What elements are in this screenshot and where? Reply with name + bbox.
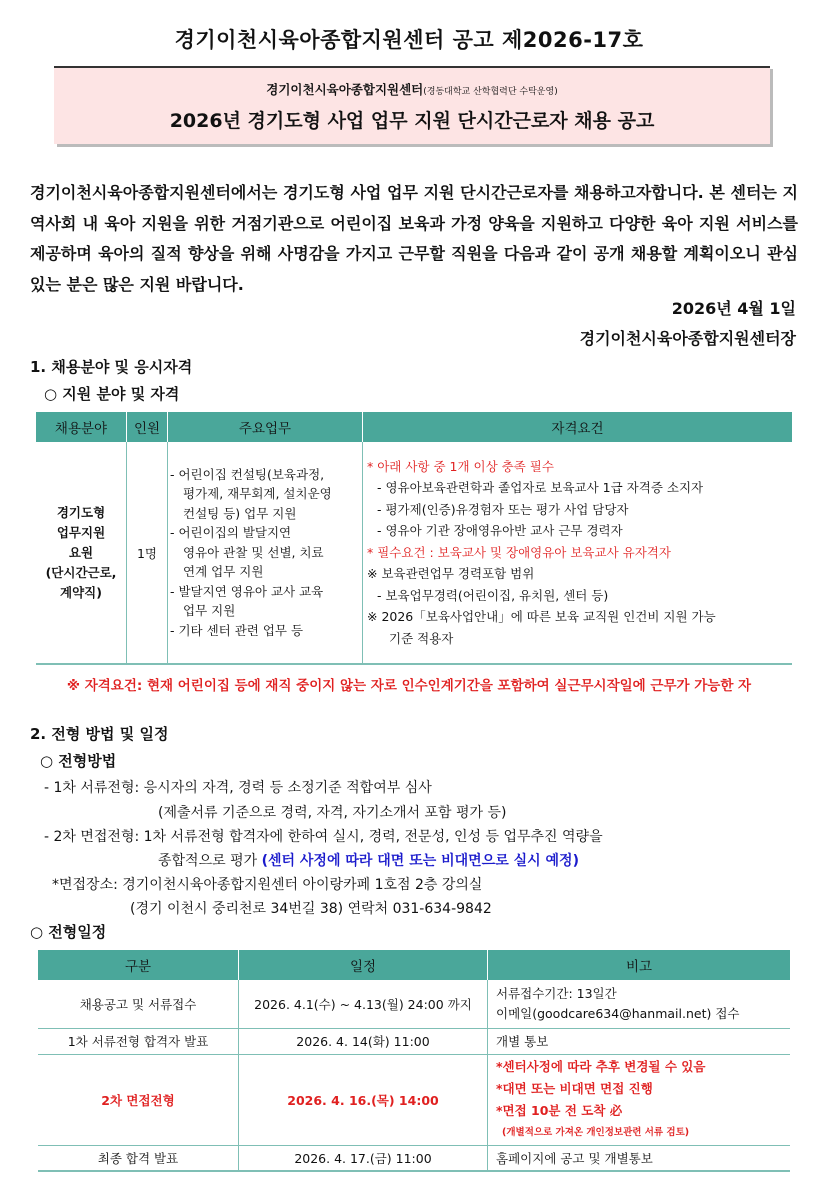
field-line: 업무지원 (56, 524, 106, 540)
note-line: *대면 또는 비대면 면접 진행 (496, 1080, 653, 1096)
schedule-note: 개별 통보 (488, 1028, 791, 1054)
section1-subtitle: ○ 지원 분야 및 자격 (44, 385, 180, 403)
qualification-table (36, 412, 792, 665)
method-step1: - 1차 서류전형: 응시자의 자격, 경력 등 소정기준 적합여부 심사 (44, 780, 432, 796)
schedule-date: 2026. 4. 14(화) 11:00 (239, 1028, 488, 1054)
method-step2-detail: 종합적으로 평가 (센터 사정에 따라 대면 또는 비대면으로 실시 예정) (158, 853, 579, 869)
qual-item: - 영유아보육관련학과 졸업자로 보육교사 1급 자격증 소지자 (377, 480, 704, 496)
table-row (36, 442, 792, 664)
interview-address: (경기 이천시 중리천로 34번길 38) 연락처 031-634-9842 (130, 901, 492, 917)
header-schedule: 일정 (239, 950, 488, 980)
field-line: 경기도형 (56, 504, 106, 520)
title-org-note: (경동대학교 산학협력단 수탁운영) (423, 87, 558, 97)
notice-number: 경기이천시육아종합지원센터 공고 제2026-17호 (174, 28, 644, 52)
qual-item: - 평가제(인증)유경험자 또는 평가 사업 담당자 (377, 501, 629, 517)
schedule-note: 홈페이지에 공고 및 개별통보 (488, 1145, 791, 1171)
method-step1-detail: (제출서류 기준으로 경력, 자격, 자기소개서 포함 평가 등) (158, 805, 507, 821)
note-line: 서류접수기간: 13일간 (496, 985, 617, 1001)
field-line: (단시간근로, (45, 564, 117, 580)
duty-line: 컨설팅 등) 업무 지원 (183, 505, 297, 521)
schedule-note (488, 980, 791, 1028)
header-qualification: 자격요건 (363, 412, 793, 442)
qual-item: - 영유아 기관 장애영유아반 교사 근무 경력자 (377, 523, 623, 539)
schedule-name: 채용공고 및 서류접수 (38, 980, 239, 1028)
table-row (38, 980, 790, 1028)
duty-line: 연계 업무 지원 (183, 564, 264, 580)
duty-line: 평가제, 재무회계, 설치운영 (183, 486, 332, 502)
section1-title: 1. 채용분야 및 응시자격 (30, 358, 193, 376)
field-cell (36, 442, 127, 664)
schedule-date: 2026. 4. 16.(목) 14:00 (239, 1054, 488, 1145)
qualification-cell (363, 442, 793, 664)
qual-note-item: - 보육업무경력(어린이집, 유치원, 센터 등) (377, 587, 609, 603)
header-category: 구분 (38, 950, 239, 980)
table-header-row (36, 412, 792, 442)
title-org: 경기이천시육아종합지원센터(경동대학교 산학협력단 수탁운영) (266, 82, 558, 97)
header-count: 인원 (127, 412, 168, 442)
schedule-title: ○ 전형일정 (30, 923, 107, 941)
page-title: 2026년 경기도형 사업 업무 지원 단시간근로자 채용 공고 (169, 110, 655, 132)
notice-signature: 경기이천시육아종합지원센터장 (579, 329, 796, 348)
table-row (38, 1054, 790, 1145)
note-line-small: (개별적으로 가져온 개인정보관련 서류 검토) (502, 1126, 690, 1138)
field-line: 요원 (68, 544, 94, 560)
duty-line: 영유아 관찰 및 선별, 치료 (183, 544, 324, 560)
schedule-table (38, 950, 790, 1172)
duty-line: - 발달지연 영유아 교사 교육 (170, 583, 324, 599)
table-row (38, 1028, 790, 1054)
intro-paragraph: 경기이천시육아종합지원센터에서는 경기도형 사업 업무 지원 단시간근로자를 채용하고자합니다. 본 센터는 지역사회 내 육아 지원을 위한 거점기관으로 어린이집 보육과 가정 양육을 지원하고 다양한 육아 지원 서비스를 제공하며 육아의 질적 향상을 위해 사명감을 가지고 근무할 직원을 다음과 같이 공개 채용할 계획이오니 관심 있는 분은 많은 지원 바랍니다. (30, 183, 798, 294)
schedule-name: 1차 서류전형 합격자 발표 (38, 1028, 239, 1054)
field-line: 계약직) (60, 584, 102, 600)
schedule-name: 최종 합격 발표 (38, 1145, 239, 1171)
title-box (54, 66, 770, 144)
qual-required: * 아래 사항 중 1개 이상 충족 필수 (367, 458, 554, 474)
count-cell: 1명 (127, 442, 168, 664)
duty-line: - 기타 센터 관련 업무 등 (170, 622, 304, 638)
duty-line: - 어린이집의 발달지연 (170, 525, 292, 541)
header-field: 채용분야 (36, 412, 127, 442)
duties-cell (168, 442, 363, 664)
schedule-date: 2026. 4.1(수) ~ 4.13(월) 24:00 까지 (239, 980, 488, 1028)
header-duties: 주요업무 (168, 412, 363, 442)
duty-line: 업무 지원 (183, 603, 236, 619)
duty-line: - 어린이집 컨설팅(보육과정, (170, 466, 325, 482)
table-header-row (38, 950, 790, 980)
schedule-note (488, 1054, 791, 1145)
note-line: *센터사정에 따라 추후 변경될 수 있음 (496, 1058, 706, 1074)
header-remarks: 비고 (488, 950, 791, 980)
qual-note: ※ 보육관련업무 경력포함 범위 (367, 566, 535, 582)
method-step2: - 2차 면접전형: 1차 서류전형 합격자에 한하여 실시, 경력, 전문성, 인성 등 업무추진 역량을 (44, 829, 603, 845)
qual-note: ※ 2026「보육사업안내」에 따른 보육 교직원 인건비 지원 가능 (367, 609, 716, 625)
method-title: ○ 전형방법 (40, 752, 117, 770)
note-line: *면접 10분 전 도착 必 (496, 1102, 623, 1118)
note-line: 이메일(goodcare634@hanmail.net) 접수 (496, 1005, 740, 1021)
qual-note: 기준 적용자 (389, 630, 454, 646)
section2-title: 2. 전형 방법 및 일정 (30, 725, 169, 743)
table-row (38, 1145, 790, 1171)
method-step2-note: (센터 사정에 따라 대면 또는 비대면으로 실시 예정) (261, 853, 579, 869)
qualification-warning: ※ 자격요건: 현재 어린이집 등에 재직 중이지 않는 자로 인수인계기간을 포함하여 실근무시작일에 근무가 가능한 자 (66, 678, 752, 694)
qual-must: * 필수요건 : 보육교사 및 장애영유아 보육교사 유자격자 (367, 544, 671, 560)
notice-date: 2026년 4월 1일 (671, 299, 796, 318)
interview-venue: *면접장소: 경기이천시육아종합지원센터 아이랑카페 1호점 2층 강의실 (52, 877, 483, 893)
schedule-date: 2026. 4. 17.(금) 11:00 (239, 1145, 488, 1171)
schedule-name: 2차 면접전형 (38, 1054, 239, 1145)
